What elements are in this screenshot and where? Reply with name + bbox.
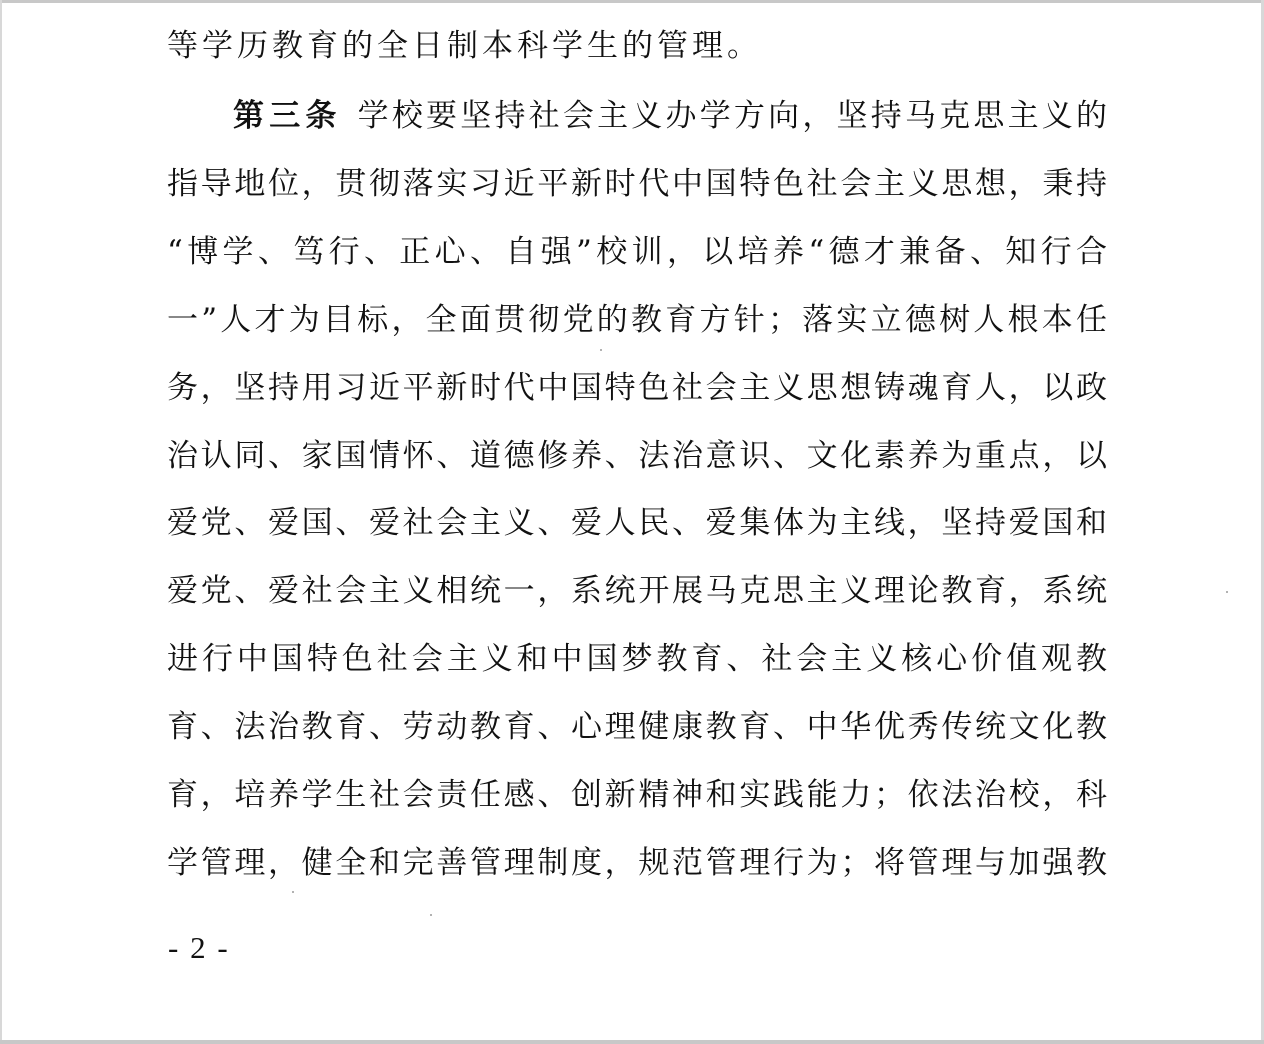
scan-speck (292, 891, 294, 893)
article-line (233, 92, 1107, 140)
text-line-5: 一”人才为目标，全面贯彻党的教育方针；落实立德树人根本任 (167, 302, 1107, 338)
text-line-10: 进行中国特色社会主义和中国梦教育、社会主义核心价值观教 (167, 641, 1107, 677)
text-line-11: 育、法治教育、劳动教育、心理健康教育、中华优秀传统文化教 (167, 709, 1107, 745)
scan-speck (600, 349, 602, 351)
text-line-1: 等学历教育的全日制本科学生的管理。 (167, 28, 762, 64)
page-number: - 2 - (168, 930, 230, 965)
text-line-13: 学管理，健全和完善管理制度，规范管理行为；将管理与加强教 (167, 845, 1107, 881)
text-line-7: 治认同、家国情怀、道德修养、法治意识、文化素养为重点，以 (167, 438, 1107, 474)
article-line-text: 学校要坚持社会主义办学方向，坚持马克思主义的 (357, 98, 1107, 134)
text-line-9: 爱党、爱社会主义相统一，系统开展马克思主义理论教育，系统 (167, 573, 1107, 609)
scan-speck (1226, 591, 1228, 593)
article-heading: 第三条 (233, 98, 342, 134)
text-line-3: 指导地位，贯彻落实习近平新时代中国特色社会主义思想，秉持 (167, 166, 1107, 202)
text-line-8: 爱党、爱国、爱社会主义、爱人民、爱集体为主线，坚持爱国和 (167, 505, 1107, 541)
text-line-12: 育，培养学生社会责任感、创新精神和实践能力；依法治校，科 (167, 777, 1107, 813)
text-line-4: “博学、笃行、正心、自强”校训，以培养“德才兼备、知行合 (167, 234, 1107, 270)
text-line-6: 务，坚持用习近平新时代中国特色社会主义思想铸魂育人，以政 (167, 370, 1107, 406)
scan-speck (430, 914, 432, 916)
